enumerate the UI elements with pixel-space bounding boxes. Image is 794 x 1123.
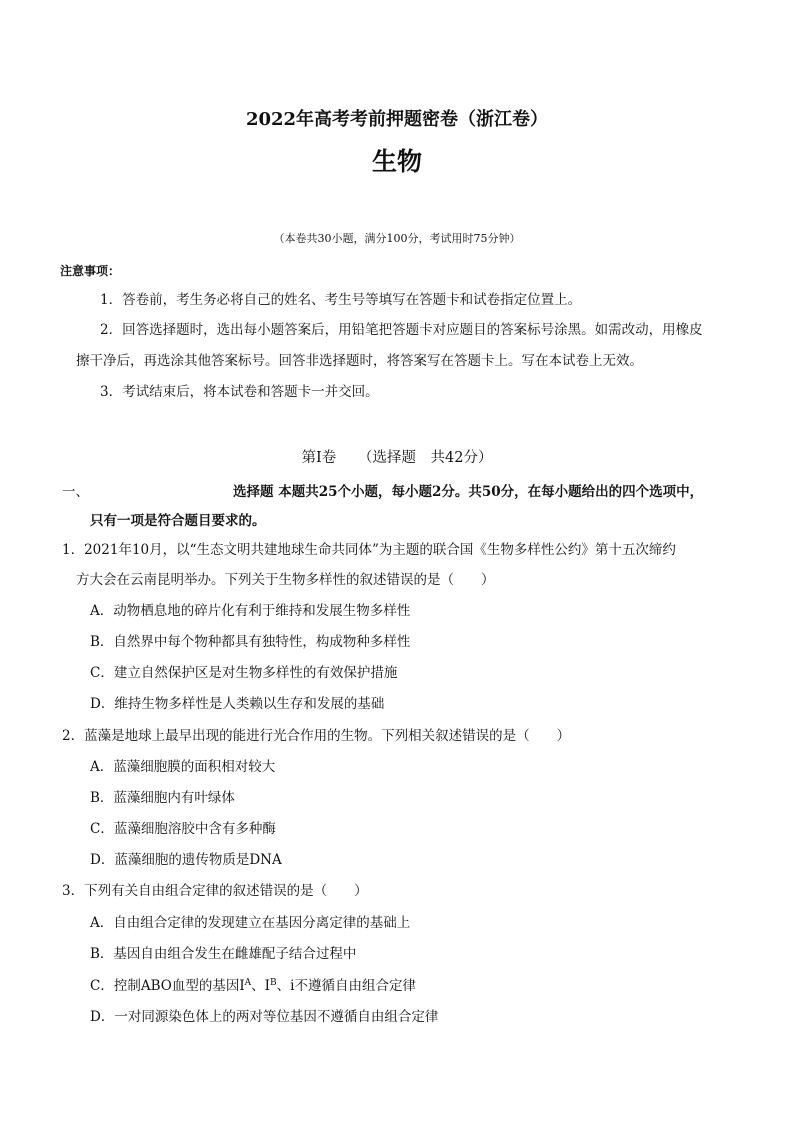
note-item-2-cont: 擦干净后，再选涂其他答案标号。回答非选择题时，将答案写在答题卡上。写在本试卷上无效。	[76, 353, 643, 369]
section-title: 第Ⅰ卷 （选择题 共42分）	[301, 450, 493, 466]
question-2-option-b: B．蓝藻细胞内有叶绿体	[90, 790, 235, 806]
option-c-suffix: 、i不遵循自由组合定律	[276, 978, 416, 994]
part-instruction: 选择题 本题共25个小题，每小题2分。共50分，在每小题给出的四个选项中，	[233, 484, 704, 500]
note-item-3: 3．考试结束后，将本试卷和答题卡一并交回。	[100, 384, 379, 400]
exam-meta: （本卷共30小题，满分100分，考试用时75分钟）	[273, 232, 521, 245]
question-2-option-a: A．蓝藻细胞膜的面积相对较大	[90, 759, 276, 775]
note-item-2: 2．回答选择题时，选出每小题答案后，用铅笔把答题卡对应题目的答案标号涂黑。如需改动，用橡皮	[100, 322, 703, 338]
question-1-option-c: C．建立自然保护区是对生物多样性的有效保护措施	[90, 665, 398, 681]
part-marker: 一、	[62, 484, 89, 500]
question-3-option-b: B．基因自由组合发生在雌雄配子结合过程中	[90, 946, 357, 962]
subject-title: 生物	[371, 147, 422, 176]
question-3-option-a: A．自由组合定律的发现建立在基因分离定律的基础上	[90, 915, 411, 931]
question-1-stem-cont: 方大会在云南昆明举办。下列关于生物多样性的叙述错误的是（ ）	[76, 572, 495, 588]
question-1-option-a: A．动物栖息地的碎片化有利于维持和发展生物多样性	[90, 603, 411, 619]
exam-title: 2022年高考考前押题密卷（浙江卷）	[245, 109, 549, 130]
question-1-option-d: D．维持生物多样性是人类赖以生存和发展的基础	[90, 696, 385, 712]
note-item-1: 1．答卷前，考生务必将自己的姓名、考生号等填写在答题卡和试卷指定位置上。	[100, 292, 582, 308]
part-instruction-cont: 只有一项是符合题目要求的。	[90, 513, 266, 529]
question-1-option-b: B．自然界中每个物种都具有独特性，构成物种多样性	[90, 634, 411, 650]
question-1-stem: 1．2021年10月，以“生态文明共建地球生命共同体”为主题的联合国《生物多样性公约》第十五次缔约	[62, 542, 676, 558]
allele-a-superscript: A	[244, 978, 252, 988]
allele-b-superscript: B	[270, 978, 277, 988]
question-2-option-c: C．蓝藻细胞溶胶中含有多种酶	[90, 821, 276, 837]
question-2-option-d: D．蓝藻细胞的遗传物质是DNA	[90, 852, 282, 868]
option-c-prefix: C．控制ABO血型的基因I	[90, 978, 245, 994]
notes-heading: 注意事项：	[60, 264, 121, 278]
option-c-middle: 、I	[251, 978, 270, 994]
question-3-option-d: D．一对同源染色体上的两对等位基因不遵循自由组合定律	[90, 1009, 439, 1025]
question-3-stem: 3．下列有关自由组合定律的叙述错误的是（ ）	[62, 883, 368, 899]
question-3-option-c	[90, 976, 416, 996]
question-2-stem: 2．蓝藻是地球上最早出现的能进行光合作用的生物。下列相关叙述错误的是（ ）	[62, 728, 571, 744]
